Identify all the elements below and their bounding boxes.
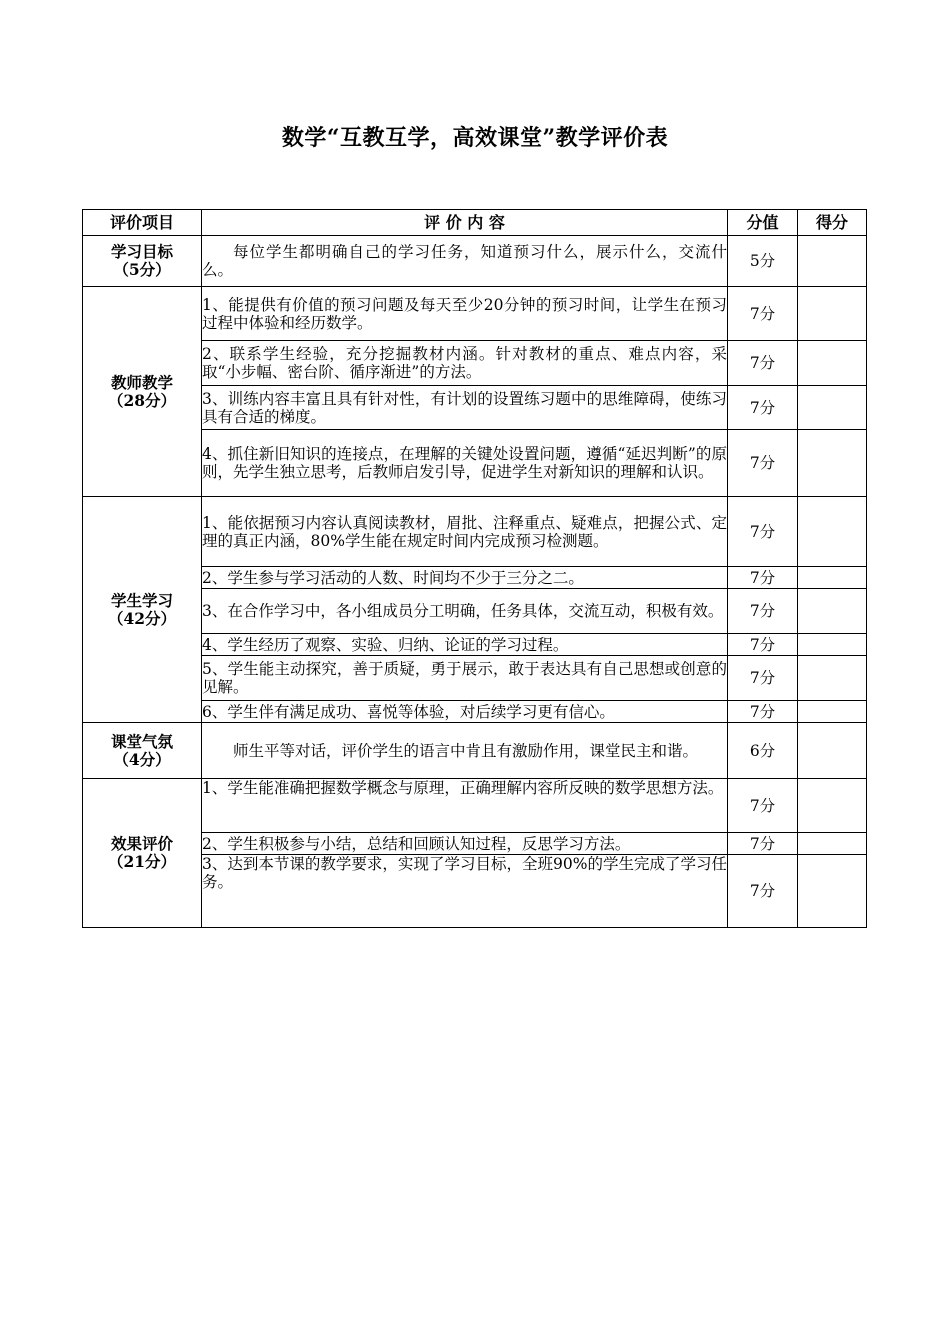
category-cell: [83, 779, 202, 928]
table-row: [83, 779, 867, 833]
category-cell: [83, 287, 202, 497]
category-points: （21分）: [107, 852, 177, 871]
evaluation-table: [82, 209, 867, 928]
grade-cell[interactable]: [798, 634, 867, 656]
criterion-text: 1、能提供有价值的预习问题及每天至少20分钟的预习时间，让学生在预习过程中体验和经历数学。: [202, 287, 728, 341]
score-value: 7分: [728, 701, 798, 723]
score-value: 7分: [728, 341, 798, 386]
grade-cell[interactable]: [798, 341, 867, 386]
criterion-text: 2、学生参与学习活动的人数、时间均不少于三分之二。: [202, 567, 728, 589]
category-name: 课堂气氛: [110, 731, 173, 751]
category-points: （5分）: [113, 260, 171, 279]
grade-cell[interactable]: [798, 855, 867, 928]
criterion-text: 1、能依据预习内容认真阅读教材，眉批、注释重点、疑难点，把握公式、定理的真正内涵，80%学生能在规定时间内完成预习检测题。: [202, 497, 728, 567]
criterion-text: 6、学生伴有满足成功、喜悦等体验，对后续学习更有信心。: [202, 701, 728, 723]
score-value: 7分: [728, 589, 798, 634]
grade-cell[interactable]: [798, 386, 867, 430]
criterion-text: 3、训练内容丰富且具有针对性，有计划的设置练习题中的思维障碍，使练习具有合适的梯度。: [202, 386, 728, 430]
criterion-text: 师生平等对话，评价学生的语言中肯且有激励作用，课堂民主和谐。: [202, 723, 728, 779]
score-value: 7分: [728, 855, 798, 928]
criterion-text: 2、联系学生经验，充分挖掘教材内涵。针对教材的重点、难点内容，采取“小步幅、密台阶、循序渐进”的方法。: [202, 341, 728, 386]
category-cell: [83, 723, 202, 779]
grade-cell[interactable]: [798, 701, 867, 723]
score-value: 7分: [728, 287, 798, 341]
criterion-text: 3、达到本节课的教学要求，实现了学习目标，全班90%的学生完成了学习任务。: [202, 855, 728, 928]
criterion-text: 每位学生都明确自己的学习任务，知道预习什么，展示什么，交流什么。: [202, 236, 728, 287]
header-grade: 得分: [798, 210, 867, 236]
criterion-text: 1、学生能准确把握数学概念与原理，正确理解内容所反映的数学思想方法。: [202, 779, 728, 833]
table-header-row: [83, 210, 867, 236]
grade-cell[interactable]: [798, 656, 867, 701]
table-row: [83, 723, 867, 779]
category-name: 教师教学: [110, 372, 173, 392]
grade-cell[interactable]: [798, 430, 867, 497]
category-points: （42分）: [107, 608, 177, 628]
category-cell: [83, 236, 202, 287]
category-points: （28分）: [107, 390, 177, 410]
table-row: [83, 287, 867, 341]
category-name: 学习目标: [110, 242, 173, 261]
header-content: 评 价 内 容: [202, 210, 728, 236]
grade-cell[interactable]: [798, 723, 867, 779]
score-value: 7分: [728, 634, 798, 656]
table-row: [83, 236, 867, 287]
category-name: 学生学习: [110, 590, 173, 610]
score-value: 5分: [728, 236, 798, 287]
criterion-text: 4、抓住新旧知识的连接点，在理解的关键处设置问题，遵循“延迟判断”的原则，先学生独立思考，后教师启发引导，促进学生对新知识的理解和认识。: [202, 430, 728, 497]
score-value: 7分: [728, 497, 798, 567]
category-cell: [83, 497, 202, 723]
score-value: 7分: [728, 386, 798, 430]
score-value: 6分: [728, 723, 798, 779]
criterion-text: 5、学生能主动探究，善于质疑，勇于展示，敢于表达具有自己思想或创意的见解。: [202, 656, 728, 701]
criterion-text: 3、在合作学习中，各小组成员分工明确，任务具体，交流互动，积极有效。: [202, 589, 728, 634]
grade-cell[interactable]: [798, 497, 867, 567]
criterion-text: 4、学生经历了观察、实验、归纳、论证的学习过程。: [202, 634, 728, 656]
grade-cell[interactable]: [798, 589, 867, 634]
grade-cell[interactable]: [798, 287, 867, 341]
table-row: [83, 497, 867, 567]
criterion-text: 2、学生积极参与小结，总结和回顾认知过程，反思学习方法。: [202, 833, 728, 855]
score-value: 7分: [728, 833, 798, 855]
category-name: 效果评价: [110, 834, 173, 853]
score-value: 7分: [728, 430, 798, 497]
header-category: 评价项目: [83, 210, 202, 236]
grade-cell[interactable]: [798, 833, 867, 855]
score-value: 7分: [728, 656, 798, 701]
category-points: （4分）: [113, 749, 171, 769]
grade-cell[interactable]: [798, 779, 867, 833]
grade-cell[interactable]: [798, 567, 867, 589]
score-value: 7分: [728, 779, 798, 833]
score-value: 7分: [728, 567, 798, 589]
header-score: 分值: [728, 210, 798, 236]
page-title: 数学“互教互学，高效课堂”教学评价表: [281, 125, 669, 151]
grade-cell[interactable]: [798, 236, 867, 287]
